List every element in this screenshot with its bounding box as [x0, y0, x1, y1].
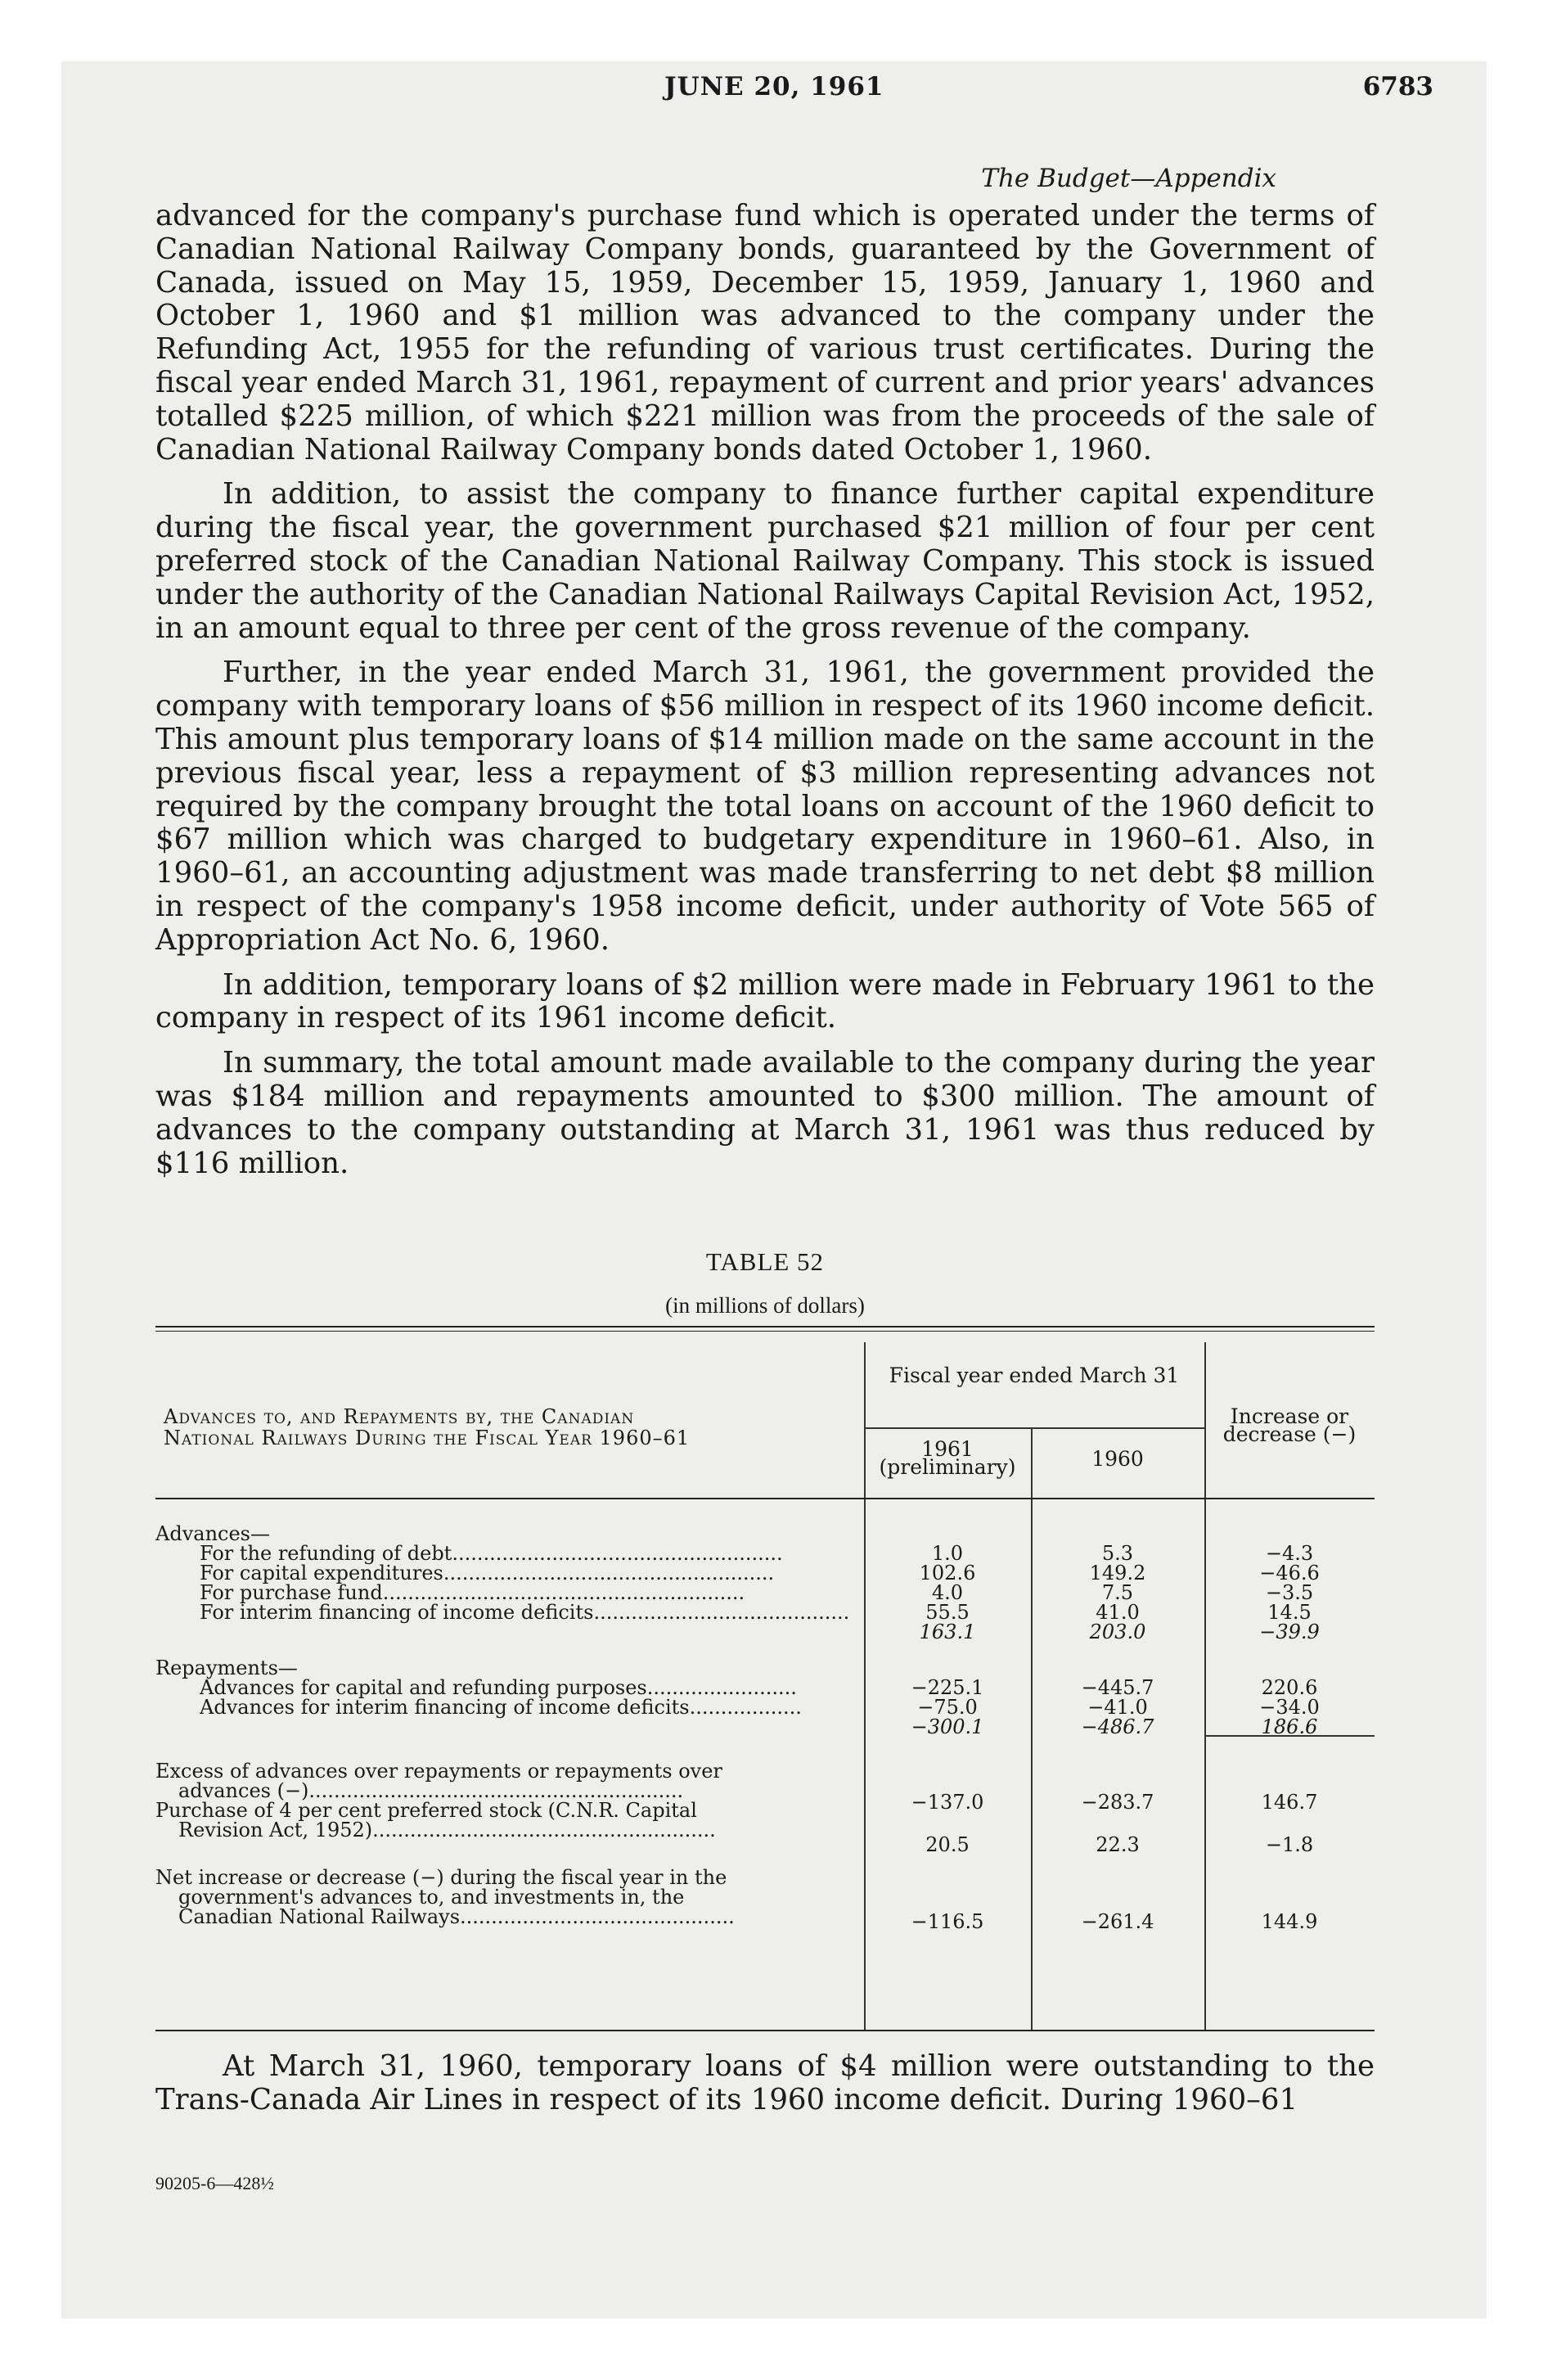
- change-column-rule: [1204, 1735, 1375, 1737]
- row-value-change: −4.3: [1265, 1542, 1314, 1565]
- row-value-1960: 5.3: [1101, 1542, 1134, 1565]
- section-advances: Advances—: [155, 1522, 270, 1545]
- row-label-excess-1: Excess of advances over repayments or repayments over: [155, 1760, 722, 1783]
- footer-code: 90205-6—428½: [155, 2173, 274, 2193]
- subtotal-change: 186.6: [1261, 1715, 1318, 1738]
- table-caption: [155, 1228, 1375, 1318]
- row-label-net-1: Net increase or decrease (−) during the fiscal year in the: [155, 1866, 727, 1889]
- paragraph-1: advanced for the company's purchase fund which is operated under the terms of Canadian National Railway Company bonds, guaranteed by the Government of Canada, issued on May 15, 1959, December 15, 1959, January 1, 1960 and October 1, 1960 and $1 million was advanced to the company under the Refunding Act, 1955 for the refunding of various trust certificates. During the fiscal year ended March 31, 1961, repayment of current and prior years' advances totalled $225 million, of which $221 million was from the proceeds of the sale of Canadian National Railway Company bonds dated October 1, 1960.: [155, 199, 1375, 467]
- col-group-header: Fiscal year ended March 31: [889, 1364, 1180, 1387]
- row-value-1960: 149.2: [1089, 1562, 1146, 1584]
- subtotal-1960: −486.7: [1081, 1715, 1154, 1738]
- subheader-rule: [864, 1427, 1204, 1429]
- row-value-1960: −261.4: [1081, 1910, 1154, 1933]
- running-header: [155, 72, 1433, 113]
- top-rule-thin: [155, 1331, 1375, 1332]
- row-value-1961: 20.5: [925, 1833, 970, 1856]
- row-label: For capital expenditures.....................................................: [200, 1562, 775, 1584]
- subtotal-change: −39.9: [1259, 1620, 1320, 1643]
- row-value-1961: 55.5: [925, 1601, 970, 1624]
- row-value-1961: −137.0: [911, 1791, 984, 1814]
- col-header-change: Increase or decrease (−): [1222, 1404, 1357, 1446]
- bottom-rule: [155, 2030, 1375, 2031]
- subtotal-1960: 203.0: [1089, 1620, 1146, 1643]
- row-value-1961: 4.0: [931, 1581, 964, 1604]
- row-label-excess-2: advances (−)............................................................: [178, 1779, 684, 1802]
- row-value-change: −46.6: [1259, 1562, 1320, 1584]
- body-text: [155, 200, 1375, 1192]
- paragraph-5: In summary, the total amount made available to the company during the year was $184 million and repayments amounted to $300 million. The amount of advances to the company outstanding at March 31, 1961 was thus reduced by $116 million.: [155, 1046, 1375, 1180]
- row-label: For the refunding of debt.....................................................: [200, 1542, 783, 1565]
- row-value-change: −34.0: [1259, 1696, 1320, 1719]
- subtotal-1961: 163.1: [919, 1620, 976, 1643]
- section-repayments: Repayments—: [155, 1657, 298, 1679]
- stub-heading-2: National Railways During the Fiscal Year 1960–61: [164, 1427, 691, 1449]
- row-value-change: −3.5: [1265, 1581, 1314, 1604]
- row-value-1960: 41.0: [1096, 1601, 1140, 1624]
- row-value-1960: −445.7: [1081, 1676, 1154, 1699]
- closing-text: [155, 2050, 1375, 2129]
- row-value-1961: 1.0: [931, 1542, 964, 1565]
- row-label-net-3: Canadian National Railways............................................: [178, 1905, 735, 1928]
- subtotal-1961: −300.1: [911, 1715, 984, 1738]
- stub-heading-1: Advances to, and Repayments by, the Canadian: [164, 1405, 635, 1428]
- section-title: The Budget—Appendix: [981, 164, 1276, 193]
- table-subtitle: (in millions of dollars): [665, 1293, 865, 1318]
- row-label: For purchase fund..........................................................: [200, 1581, 745, 1604]
- row-value-1960: −283.7: [1081, 1791, 1154, 1814]
- row-label: For interim financing of income deficits.........................................: [200, 1601, 850, 1624]
- row-value-change: 144.9: [1261, 1910, 1318, 1933]
- col-header-1961: 1961 (preliminary): [879, 1437, 1016, 1479]
- row-value-change: −1.8: [1265, 1833, 1314, 1856]
- header-date: JUNE 20, 1961: [664, 72, 884, 101]
- table-52: [155, 1326, 1375, 2030]
- row-value-1961: 102.6: [919, 1562, 976, 1584]
- row-value-change: 14.5: [1267, 1601, 1312, 1624]
- row-label: Advances for interim financing of income deficits..................: [200, 1696, 802, 1719]
- col-header-1960: 1960: [1091, 1447, 1144, 1471]
- paragraph-3: Further, in the year ended March 31, 1961, the government provided the company with temporary loans of $56 million in respect of its 1960 income deficit. This amount plus temporary loans of $14 million made on the same account in the previous fiscal year, less a repayment of $3 million representing advances not required by the company brought the total loans on account of the 1960 deficit to $67 million which was charged to budgetary expenditure in 1960–61. Also, in 1960–61, an accounting adjustment was made transferring to net debt $8 million in respect of the company's 1958 income deficit, under authority of Vote 565 of Appropriation Act No. 6, 1960.: [155, 656, 1375, 957]
- row-value-1960: −41.0: [1087, 1696, 1148, 1719]
- header-bottom-rule: [155, 1498, 1375, 1499]
- row-value-1961: −75.0: [917, 1696, 978, 1719]
- row-value-1961: −225.1: [911, 1676, 984, 1699]
- table-title: TABLE 52: [705, 1247, 825, 1276]
- paragraph-2: In addition, to assist the company to finance further capital expenditure during the fiscal year, the government purchased $21 million of four per cent preferred stock of the Canadian National Railway Company. This stock is issued under the authority of the Canadian National Railways Capital Revision Act, 1952, in an amount equal to three per cent of the gross revenue of the company.: [155, 477, 1375, 645]
- row-value-change: 220.6: [1261, 1676, 1318, 1699]
- row-label-net-2: government's advances to, and investments in, the: [178, 1886, 685, 1909]
- row-value-1961: −116.5: [911, 1910, 984, 1933]
- closing-paragraph: At March 31, 1960, temporary loans of $4 million were outstanding to the Trans-Canada Air Lines in respect of its 1960 income deficit. During 1960–61: [155, 2049, 1375, 2116]
- row-label: Advances for capital and refunding purposes........................: [200, 1676, 797, 1699]
- row-label-purchase-1: Purchase of 4 per cent preferred stock (C.N.R. Capital: [155, 1799, 697, 1822]
- row-value-1960: 7.5: [1101, 1581, 1134, 1604]
- row-value-change: 146.7: [1261, 1791, 1318, 1814]
- paragraph-4: In addition, temporary loans of $2 million were made in February 1961 to the company in respect of its 1961 income deficit.: [155, 967, 1375, 1035]
- row-label-purchase-2: Revision Act, 1952).......................................................: [178, 1819, 716, 1841]
- top-rule: [155, 1326, 1375, 1327]
- page-number: 6783: [1362, 72, 1433, 101]
- row-value-1960: 22.3: [1096, 1833, 1140, 1856]
